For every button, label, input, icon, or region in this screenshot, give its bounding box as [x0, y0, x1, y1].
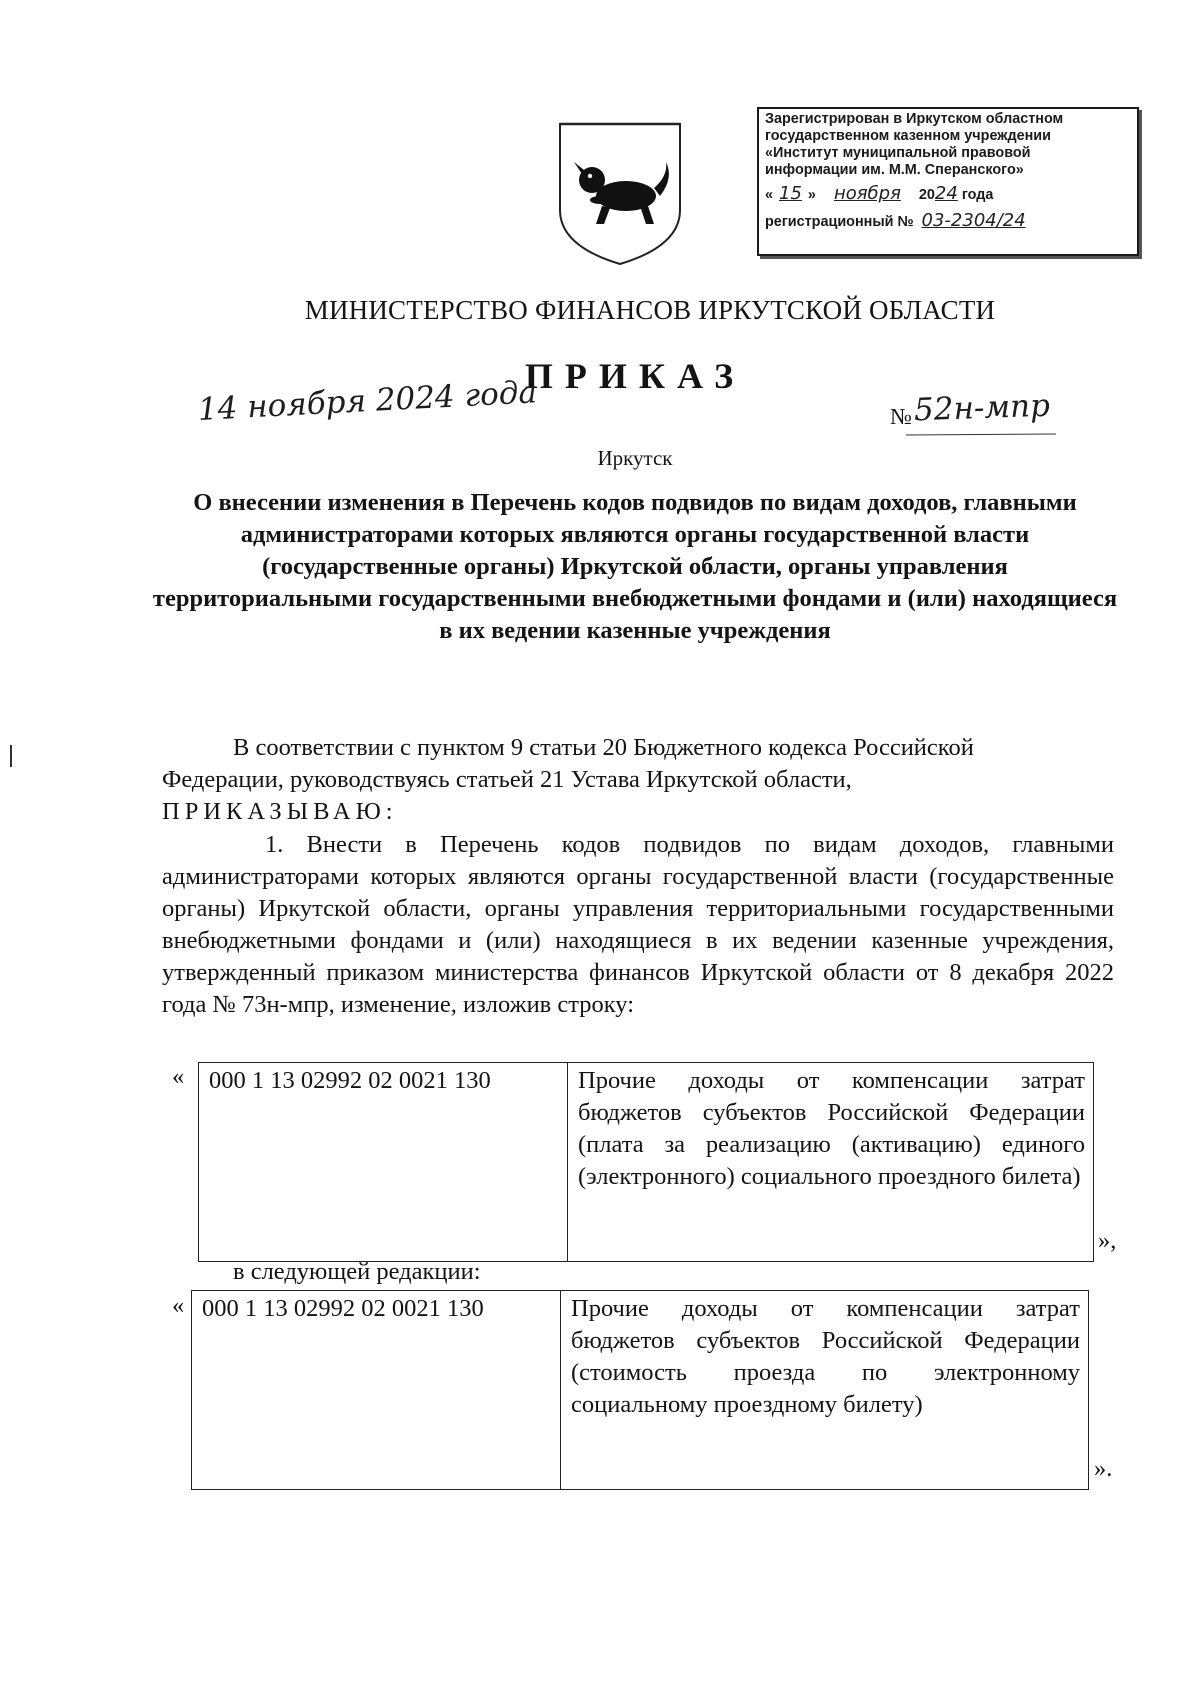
ministry-title: МИНИСТЕРСТВО ФИНАНСОВ ИРКУТСКОЙ ОБЛАСТИ	[304, 295, 996, 325]
old-row-open-quote: «	[172, 1063, 185, 1090]
stamp-year-prefix: 20	[918, 187, 935, 203]
prikazyvayu-label: ПРИКАЗЫВАЮ:	[162, 798, 398, 825]
table-row	[192, 1291, 1089, 1490]
stamp-line-1: Зарегистрирован в Иркутском областном	[765, 111, 1064, 127]
city-label: Иркутск	[597, 446, 673, 470]
scan-margin-mark	[10, 745, 12, 767]
order-title: ПРИКАЗ	[524, 356, 746, 396]
intro-line-2: Федерации, руководствуясь статьей 21 Устава Иркутской области,	[162, 766, 852, 793]
stamp-line-3: «Институт муниципальной правовой	[765, 145, 1031, 161]
table-row	[199, 1063, 1094, 1262]
new-row-code: 000 1 13 02992 02 0021 130	[192, 1291, 561, 1490]
stamp-registration	[765, 212, 1030, 232]
new-row-description: Прочие доходы от компенсации затрат бюджетов субъектов Российской Федерации (стоимость проезда по электронному социальному проездному билету)	[561, 1291, 1089, 1490]
stamp-month: ноября	[833, 183, 901, 204]
stamp-day: 15	[779, 183, 802, 204]
old-row-table	[198, 1062, 1094, 1262]
stamp-reg-number: 03-2304/24	[921, 210, 1026, 231]
old-row-close-quote: »,	[1098, 1227, 1117, 1254]
stamp-year-word: года	[961, 187, 994, 203]
stamp-date: « 15 » ноября 2024 года	[765, 183, 994, 204]
order-number-label: №	[890, 404, 912, 429]
stamp-line-4: информации им. М.М. Сперанского»	[765, 162, 1024, 178]
stamp-reg-label: регистрационный №	[765, 214, 914, 230]
order-date-handwritten: 14 ноября 2024 года	[197, 374, 538, 428]
stamp-year-suffix: 24	[934, 183, 958, 204]
coat-of-arms-icon	[556, 118, 684, 266]
new-row-close-quote: ».	[1094, 1455, 1113, 1482]
old-row-description: Прочие доходы от компенсации затрат бюджетов субъектов Российской Федерации (плата за реализацию (активацию) единого (электронного) социального проездного билета)	[568, 1063, 1094, 1262]
old-row-code: 000 1 13 02992 02 0021 130	[199, 1063, 568, 1262]
new-row-table	[191, 1290, 1089, 1490]
number-underline	[906, 432, 1056, 438]
next-edition-label: в следующей редакции:	[233, 1258, 481, 1285]
document-heading: О внесении изменения в Перечень кодов подвидов по видам доходов, главными администраторами которых являются органы государственной власти (государственные органы) Иркутской области, органы управления территориальными государственными внебюджетными фондами и (или) находящиеся в их ведении казенные учреждения	[152, 489, 1118, 644]
order-number-handwritten: 52н-мпр	[913, 387, 1051, 429]
stamp-line-2: государственном казенном учреждении	[765, 128, 1051, 144]
item-1-paragraph: 1. Внести в Перечень кодов подвидов по видам доходов, главными администраторами которых являются органы государственной власти (государственные органы) Иркутской области, органы управления территориальными государственными внебюджетными фондами и (или) находящиеся в их ведении казенные учреждения, утвержденный приказом министерства финансов Иркутской области от 8 декабря 2022 года № 73н-мпр, изменение, изложив строку:	[162, 831, 1114, 1018]
new-row-open-quote: «	[172, 1292, 185, 1319]
intro-line-1: В соответствии с пунктом 9 статьи 20 Бюджетного кодекса Российской	[233, 734, 974, 761]
registration-stamp	[757, 107, 1139, 256]
